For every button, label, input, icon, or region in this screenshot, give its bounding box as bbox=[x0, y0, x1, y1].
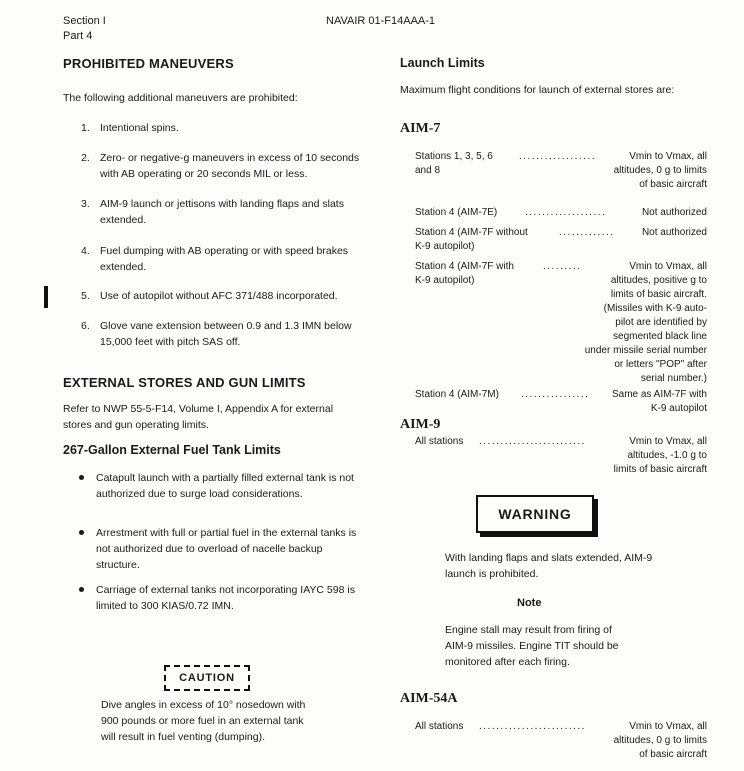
leader-dots: ......................... bbox=[479, 721, 586, 732]
row-label-line2: K-9 autopilot) bbox=[415, 241, 475, 252]
row-value: Vmin to Vmax, all altitudes, -1.0 g to limits of basic aircraft bbox=[613, 436, 707, 475]
fuel-tank-heading: 267-Gallon External Fuel Tank Limits bbox=[63, 443, 281, 457]
table-row bbox=[415, 260, 707, 386]
bullet-icon bbox=[79, 475, 84, 480]
row-value: Vmin to Vmax, all altitudes, positive g to limits of basic aircraft. (Missiles with K-9 auto- pilot are identified by segmented black line under missile serial number or letters "POP" after serial number.) bbox=[584, 261, 707, 384]
warning-box bbox=[476, 495, 594, 533]
leader-dots: ................ bbox=[521, 389, 590, 400]
leader-dots: ............. bbox=[559, 227, 615, 238]
prohibited-maneuvers-heading: PROHIBITED MANEUVERS bbox=[63, 56, 234, 71]
table-row bbox=[415, 388, 707, 418]
row-label: All stations bbox=[415, 721, 464, 732]
table-row bbox=[415, 150, 707, 196]
item-text: Zero- or negative-g maneuvers in excess of 10 seconds with AB operating or 20 seconds MIL or less. bbox=[100, 152, 360, 180]
row-value: Not authorized bbox=[641, 207, 707, 218]
external-stores-heading: EXTERNAL STORES AND GUN LIMITS bbox=[63, 375, 306, 390]
item-number: 4. bbox=[81, 245, 90, 257]
aim54-heading: AIM-54A bbox=[400, 691, 458, 706]
item-number: 2. bbox=[81, 152, 90, 164]
table-row bbox=[415, 226, 707, 256]
leader-dots: ......... bbox=[543, 261, 582, 272]
row-label-line2: K-9 autopilot) bbox=[415, 275, 475, 286]
bullet-text: Arrestment with full or partial fuel in the external tanks is not authorized due to overload of nacelle backup structure. bbox=[96, 527, 357, 571]
item-number: 6. bbox=[81, 320, 90, 332]
leader-dots: ................... bbox=[525, 207, 607, 218]
bullet-text: Carriage of external tanks not incorporating IAYC 598 is limited to 300 KIAS/0.72 IMN. bbox=[96, 584, 355, 612]
document-number: NAVAIR 01-F14AAA-1 bbox=[326, 15, 436, 27]
aim9-heading: AIM-9 bbox=[400, 417, 441, 432]
note-text: Engine stall may result from firing of AIM-9 missiles. Engine TIT should be monitored after each firing. bbox=[445, 624, 619, 668]
launch-limits-heading: Launch Limits bbox=[400, 56, 485, 70]
bullet-text: Catapult launch with a partially filled external tank is not authorized due to surge load considerations. bbox=[96, 472, 354, 500]
item-number: 3. bbox=[81, 198, 90, 210]
row-value: Vmin to Vmax, all altitudes, 0 g to limits of basic aircraft bbox=[613, 151, 707, 190]
row-label: Station 4 (AIM-7F without bbox=[415, 227, 528, 238]
item-text: Intentional spins. bbox=[100, 122, 179, 134]
prohibited-intro: The following additional maneuvers are prohibited: bbox=[63, 92, 298, 104]
bullet-icon bbox=[79, 530, 84, 535]
table-row bbox=[415, 206, 707, 222]
aim7-heading: AIM-7 bbox=[400, 121, 441, 136]
external-stores-text: Refer to NWP 55-5-F14, Volume I, Appendix A for external stores and gun operating limits. bbox=[63, 403, 334, 431]
item-text: AIM-9 launch or jettisons with landing flaps and slats extended. bbox=[100, 198, 344, 226]
row-label: All stations bbox=[415, 436, 464, 447]
row-value: Not authorized bbox=[641, 227, 707, 238]
warning-label: WARNING bbox=[498, 506, 572, 522]
row-label: Station 4 (AIM-7E) bbox=[415, 207, 498, 218]
item-text: Fuel dumping with AB operating or with speed brakes extended. bbox=[100, 245, 349, 273]
item-text: Use of autopilot without AFC 371/488 incorporated. bbox=[100, 290, 338, 302]
launch-limits-intro: Maximum flight conditions for launch of external stores are: bbox=[400, 84, 675, 96]
row-label: Station 4 (AIM-7F with bbox=[415, 261, 514, 272]
leader-dots: .................. bbox=[519, 151, 597, 162]
row-label: Stations 1, 3, 5, 6 bbox=[415, 151, 493, 162]
table-row bbox=[415, 435, 707, 481]
part-label: Part 4 bbox=[63, 30, 93, 42]
note-label: Note bbox=[517, 597, 542, 609]
caution-box bbox=[164, 665, 250, 691]
change-bar bbox=[44, 286, 48, 308]
bullet-icon bbox=[79, 587, 84, 592]
row-label-line2: and 8 bbox=[415, 165, 441, 176]
caution-label: CAUTION bbox=[179, 672, 235, 684]
section-label: Section I bbox=[63, 15, 106, 27]
row-value: Vmin to Vmax, all altitudes, 0 g to limits of basic aircraft bbox=[613, 721, 707, 760]
item-number: 5. bbox=[81, 290, 90, 302]
warning-text: With landing flaps and slats extended, AIM-9 launch is prohibited. bbox=[445, 552, 653, 580]
caution-text: Dive angles in excess of 10° nosedown with 900 pounds or more fuel in an external tank will result in fuel venting (dumping). bbox=[101, 699, 306, 743]
leader-dots: ......................... bbox=[479, 436, 586, 447]
item-text: Glove vane extension between 0.9 and 1.3 IMN below 15,000 feet with pitch SAS off. bbox=[100, 320, 352, 348]
row-label: Station 4 (AIM-7M) bbox=[415, 389, 499, 400]
row-value: Same as AIM-7F with K-9 autopilot bbox=[611, 389, 707, 414]
item-number: 1. bbox=[81, 122, 90, 134]
table-row bbox=[415, 720, 707, 766]
